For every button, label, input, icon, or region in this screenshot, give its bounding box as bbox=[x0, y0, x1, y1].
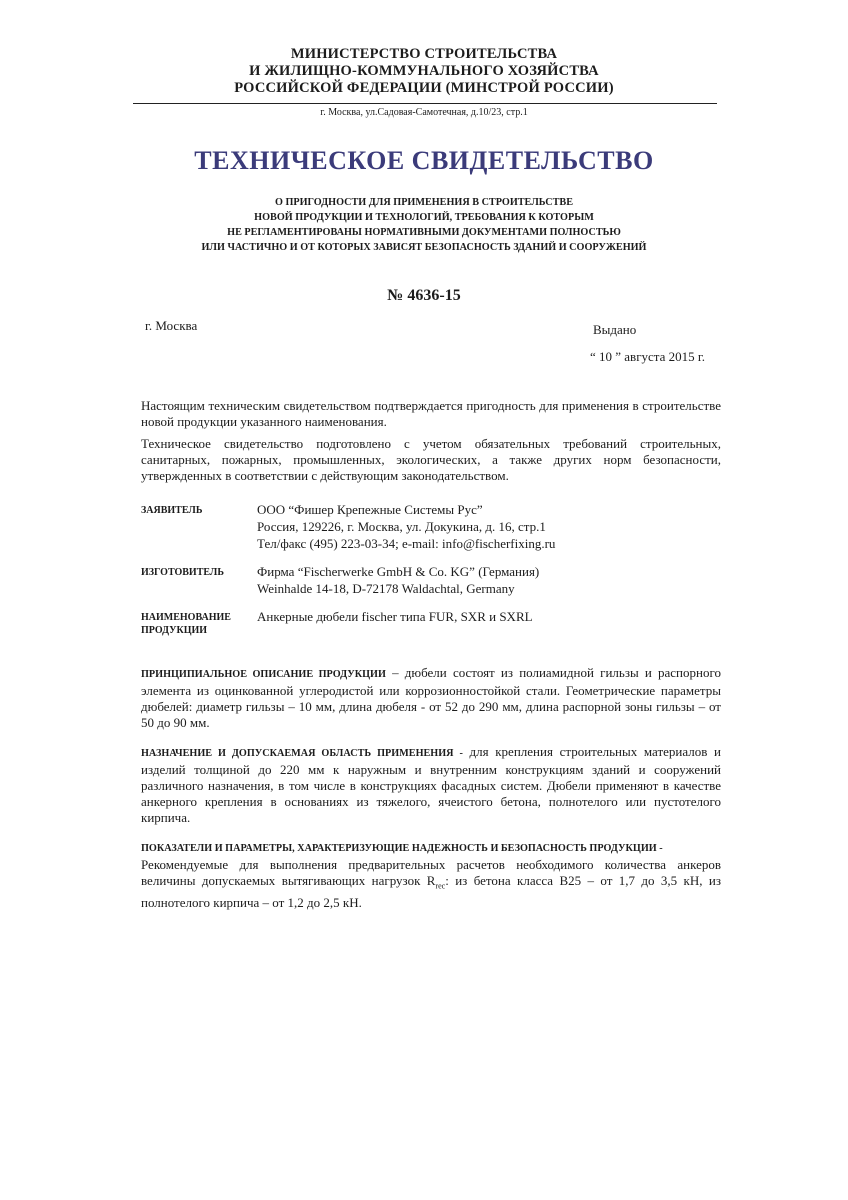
intro-paragraph-2: Техническое свидетельство подготовлено с учетом обязательных требований строительных, санитарных, пожарных, промышленных, экологических, а также других норм безопасности, утвержденных в соответствии с действующим законодательством. bbox=[141, 436, 721, 483]
document-title: ТЕХНИЧЕСКОЕ СВИДЕТЕЛЬСТВО bbox=[194, 146, 654, 175]
manufacturer-name: Фирма “Fischerwerke GmbH & Co. KG” (Германия) bbox=[257, 564, 540, 579]
ministry-line-3: РОССИЙСКОЙ ФЕДЕРАЦИИ (МИНСТРОЙ РОССИИ) bbox=[234, 80, 614, 96]
section-parameters-text-a: Рекомендуемые для выполнения предварительных расчетов необходимого количества анкеров величины допускаемых вытягивающих нагрузок R bbox=[141, 857, 721, 888]
section-parameters-heading: ПОКАЗАТЕЛИ И ПАРАМЕТРЫ, ХАРАКТЕРИЗУЮЩИЕ НАДЕЖНОСТЬ И БЕЗОПАСНОСТЬ ПРОДУКЦИИ - bbox=[141, 843, 663, 854]
manufacturer-address: Weinhalde 14-18, D-72178 Waldachtal, Germany bbox=[257, 581, 515, 596]
applicant-label: ЗАЯВИТЕЛЬ bbox=[141, 505, 203, 516]
product-value: Анкерные дюбели fischer типа FUR, SXR и SXRL bbox=[257, 609, 533, 624]
applicant-name: ООО “Фишер Крепежные Системы Рус” bbox=[257, 502, 483, 517]
document-subtitle bbox=[0, 195, 848, 255]
section-purpose-text: для крепления строительных материалов и изделий толщиной до 220 мм к наружным и внутренним конструкциям зданий и сооружений различного назначения, в том числе в конструкциях фасадных систем. Дюбели применяют в качестве анкерного крепления в основаниях из тяжелого, ячеистого бетона, полнотелого или пустотелого кирпича. bbox=[141, 744, 721, 825]
section-parameters-text-b: : из бетона класса B25 – от 1,7 до 3,5 кН, из полнотелого кирпича – от 1,2 до 2,5 кН. bbox=[141, 873, 721, 910]
product-label bbox=[141, 611, 231, 637]
issued-date: “ 10 ” августа 2015 г. bbox=[590, 349, 706, 364]
issue-city: г. Москва bbox=[145, 318, 198, 333]
ministry-line-2: И ЖИЛИЩНО-КОММУНАЛЬНОГО ХОЗЯЙСТВА bbox=[249, 63, 599, 79]
product-label-line-2: ПРОДУКЦИИ bbox=[141, 625, 208, 636]
header-divider bbox=[133, 103, 717, 104]
applicant-address: Россия, 129226, г. Москва, ул. Докукина, д. 16, стр.1 bbox=[257, 519, 546, 534]
section-parameters-subscript: rec bbox=[435, 881, 446, 891]
section-purpose bbox=[141, 744, 721, 826]
subtitle-line-2: НОВОЙ ПРОДУКЦИИ И ТЕХНОЛОГИЙ, ТРЕБОВАНИЯ К КОТОРЫМ bbox=[254, 212, 594, 223]
section-purpose-heading: НАЗНАЧЕНИЕ И ДОПУСКАЕМАЯ ОБЛАСТЬ ПРИМЕНЕНИЯ - bbox=[141, 748, 463, 759]
ministry-header bbox=[0, 46, 848, 97]
section-description-text: – дюбели состоят из полиамидной гильзы и распорного элемента из оцинкованной углеродистой или коррозионностойкой стали. Геометрические параметры дюбелей: диаметр гильзы – 10 мм, длина дюбеля - от 52 до 290 мм, длина распорной зоны гильзы – от 50 до 90 мм. bbox=[141, 665, 721, 730]
applicant-value bbox=[257, 501, 555, 552]
section-description bbox=[141, 665, 721, 731]
document-number: № 4636-15 bbox=[387, 287, 461, 304]
manufacturer-label: ИЗГОТОВИТЕЛЬ bbox=[141, 567, 224, 578]
product-label-line-1: НАИМЕНОВАНИЕ bbox=[141, 612, 231, 623]
subtitle-line-1: О ПРИГОДНОСТИ ДЛЯ ПРИМЕНЕНИЯ В СТРОИТЕЛЬСТВЕ bbox=[274, 197, 574, 208]
section-description-heading: ПРИНЦИПИАЛЬНОЕ ОПИСАНИЕ ПРОДУКЦИИ bbox=[141, 669, 386, 680]
applicant-contacts: Тел/факс (495) 223-03-34; e-mail: info@fischerfixing.ru bbox=[257, 536, 556, 551]
ministry-line-1: МИНИСТЕРСТВО СТРОИТЕЛЬСТВА bbox=[290, 46, 558, 62]
subtitle-line-3: НЕ РЕГЛАМЕНТИРОВАНЫ НОРМАТИВНЫМИ ДОКУМЕНТАМИ ПОЛНОСТЬЮ bbox=[227, 227, 621, 238]
ministry-address: г. Москва, ул.Садовая-Самотечная, д.10/23, стр.1 bbox=[320, 107, 528, 118]
section-parameters bbox=[141, 841, 721, 911]
manufacturer-value bbox=[257, 563, 539, 597]
intro-paragraph-1: Настоящим техническим свидетельством подтверждается пригодность для применения в строительстве новой продукции указанного наименования. bbox=[141, 398, 721, 429]
subtitle-line-4: ИЛИ ЧАСТИЧНО И ОТ КОТОРЫХ ЗАВИСЯТ БЕЗОПАСНОСТЬ ЗДАНИЙ И СООРУЖЕНИЙ bbox=[201, 242, 647, 253]
issued-label: Выдано bbox=[593, 322, 637, 337]
